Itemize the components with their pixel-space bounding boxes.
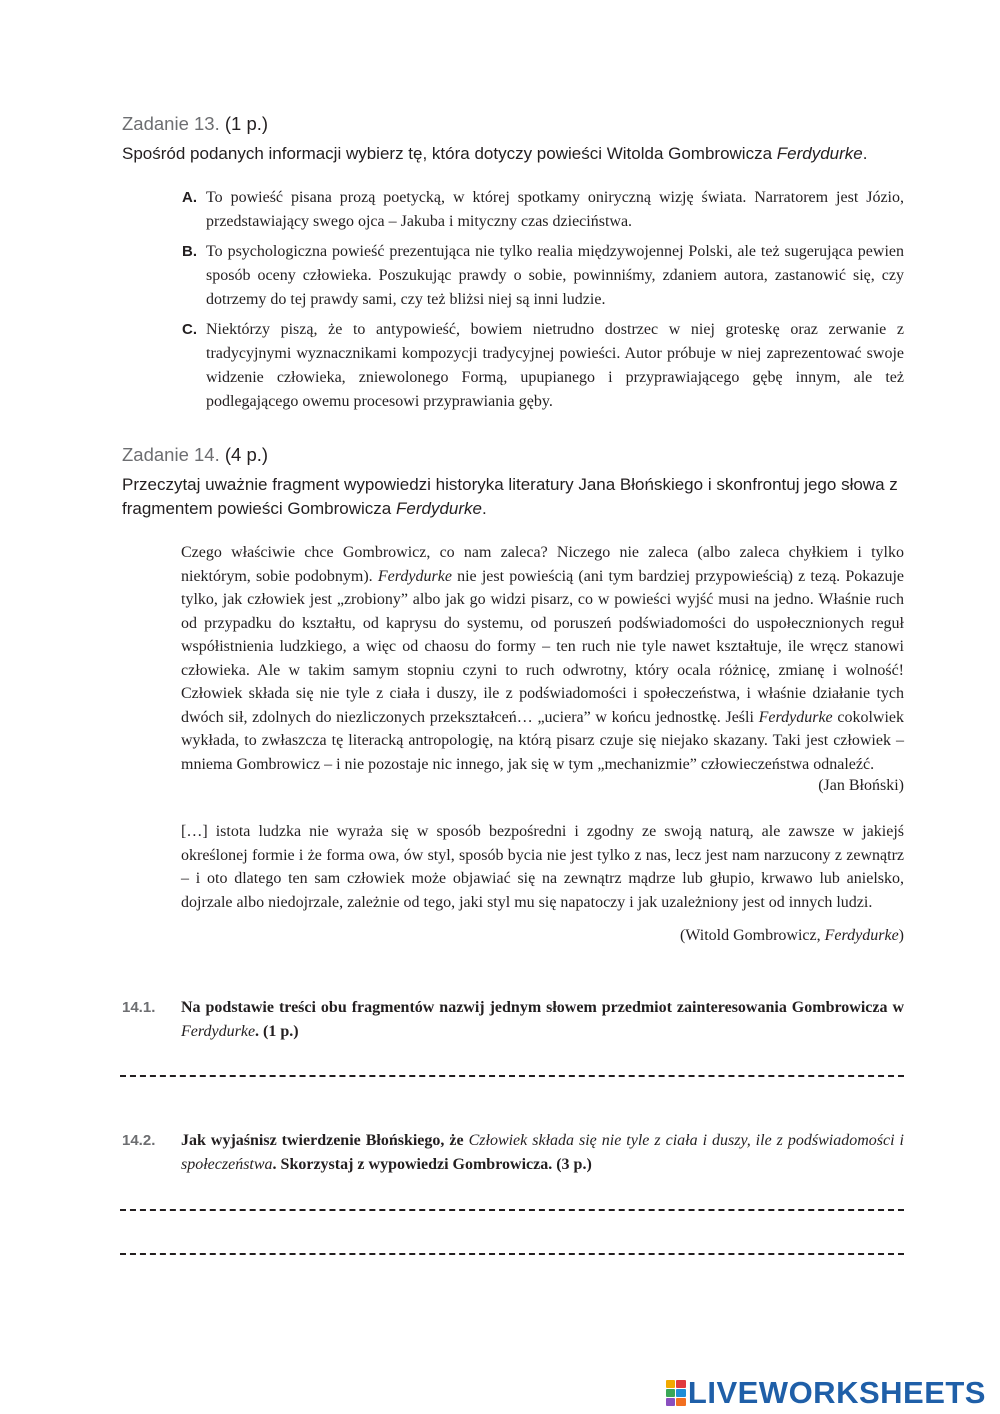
subquestion-14-1 [122, 996, 904, 1043]
option-c[interactable] [182, 318, 904, 414]
task-14-points: (4 p.) [224, 444, 269, 465]
task-13-points: (1 p.) [224, 113, 269, 134]
option-a[interactable] [182, 186, 904, 234]
liveworksheets-brand [666, 1375, 986, 1411]
option-b[interactable] [182, 240, 904, 312]
quote-blonski: Czego właściwie chce Gombrowicz, co nam zaleca? Niczego nie zaleca (albo zaleca chyłkiem i tylko niektórym, sobie podobnym). Ferdydurke nie jest powieścią (ani tym bardziej przypowieścią) z tezą. Pokazuje tylko, jak człowiek jest „zrobiony” albo jak go widzi pisarz, co w powieści wyjść musi na jedno. Właśnie ruch od przypadku do kształtu, od kaprysu do systemu, od poruszeń podświadomości do uspołecznionych reguł współistnienia ludzkiego, a więc od chaosu do formy – ten ruch nie tyle nawet kształtuje, ile wręcz stanowi człowieka. Ale w takim samym stopniu czyni to ruch odwrotny, który ocala różnicę, zmianę i wolność! Człowiek składa się nie tyle z ciała i duszy, ile z podświadomości i społeczeństwa, i właśnie działanie tych dwóch sił, zdolnych do niezliczonych przekształceń… „uciera” w końcu jednostkę. Jeśli Ferdydurke cokolwiek wykłada, to zwłaszcza tę literacką antropologię, na którą pisarz czuje się niejako skazany. Taki jest człowiek – mniema Gombrowicz – i nie pozostaje nic innego, jak się w tym „mechanizmie” człowieczeństwa odnaleźć. [181, 544, 905, 773]
subquestion-number: 14.2. [122, 1132, 156, 1149]
quote-blonski-attribution: (Jan Błoński) [818, 777, 904, 794]
task-14-heading [122, 444, 268, 466]
quote-gombrowicz: […] istota ludzka nie wyraża się w sposób bezpośredni i zgodny ze swoją naturą, ale zawsze w jakiejś określonej formie i że forma owa, ów styl, sposób bycia nie jest tylko z nas, lecz jest nam narzucony z zewnątrz – i oto dlatego ten sam człowiek może objawiać się na zewnątrz mądrze lub głupio, krwawo lub anielsko, dojrzale albo niedojrzale, zależnie od tego, jaki styl mu się napatoczy i jak uzależniony jest od innych ludzi. [181, 823, 904, 911]
option-letter: B. [182, 243, 197, 260]
subquestion-text: Jak wyjaśnisz twierdzenie Błońskiego, że Człowiek składa się nie tyle z ciała i duszy, ile z podświadomości i społeczeństwa. Skorzystaj z wypowiedzi Gombrowicza. (3 p.) [181, 1132, 904, 1173]
option-letter: A. [182, 189, 197, 206]
subquestion-number: 14.1. [122, 999, 156, 1016]
task-13-options [182, 186, 904, 420]
option-text: To powieść pisana prozą poetycką, w której spotkamy oniryczną wizję świata. Narratorem jest Józio, przedstawiający swego ojca – Jakuba i mityczny czas dzieciństwa. [206, 189, 904, 230]
task-13-label: Zadanie 13. [122, 113, 220, 134]
task-14-label: Zadanie 14. [122, 444, 220, 465]
liveworksheets-logo-icon [666, 1380, 686, 1406]
subquestion-text: Na podstawie treści obu fragmentów nazwij jednym słowem przedmiot zainteresowania Gombrowicza w Ferdydurke. (1 p.) [181, 999, 904, 1040]
answer-line-14-2a[interactable] [120, 1209, 904, 1211]
option-text: To psychologiczna powieść prezentująca nie tylko realia międzywojennej Polski, ale też sugerująca pewien sposób oceny człowieka. Poszukując prawdy o sobie, powinniśmy, zdaniem autora, zastanowić się, czy dotrzemy do tej prawdy sami, czy też bliżsi niej są inni ludzie. [206, 243, 904, 308]
task-14-question: Przeczytaj uważnie fragment wypowiedzi historyka literatury Jana Błońskiego i skonfrontuj jego słowa z fragmentem powieści Gombrowicza Ferdydurke. [122, 475, 898, 518]
option-letter: C. [182, 321, 197, 338]
subquestion-14-2 [122, 1129, 904, 1176]
quote-gombrowicz-attribution: (Witold Gombrowicz, Ferdydurke) [679, 927, 904, 944]
answer-line-14-2b[interactable] [120, 1253, 904, 1255]
answer-line-14-1[interactable] [120, 1075, 904, 1077]
task-13-question: Spośród podanych informacji wybierz tę, która dotyczy powieści Witolda Gombrowicza Ferdydurke. [122, 144, 868, 163]
brand-name: LIVEWORKSHEETS [687, 1375, 986, 1410]
task-13-heading [122, 113, 268, 135]
option-text: Niektórzy piszą, że to antypowieść, bowiem nietrudno dostrzec w niej groteskę oraz zerwanie z tradycyjnymi wyznacznikami kompozycji tradycyjnej powieści. Autor próbuje w niej zaprezentować swoje widzenie człowieka, zniewolonego Formą, upupianego i przyprawiającego gębę innym, ale też podlegającego owemu procesowi przyprawiania gęby. [206, 321, 904, 410]
